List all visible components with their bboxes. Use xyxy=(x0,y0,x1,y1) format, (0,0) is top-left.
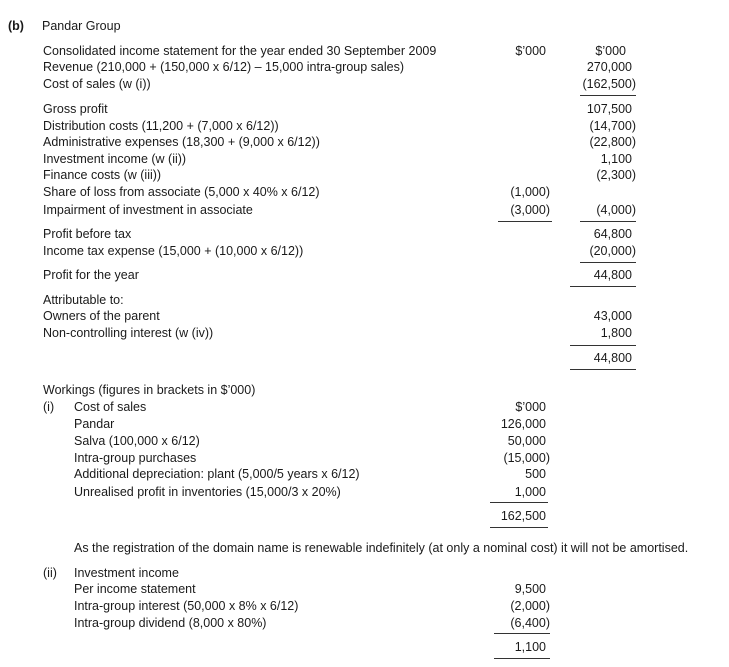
statement-row-label: Revenue (210,000 + (150,000 x 6/12) – 15,000 intra-group sales) xyxy=(43,60,405,74)
working-row-value: (6,400) xyxy=(510,616,550,630)
working-row-label: Intra-group interest (50,000 x 8% x 6/12) xyxy=(74,599,299,613)
group-title: Pandar Group xyxy=(42,19,121,33)
working-title: Investment income xyxy=(74,566,179,580)
working-row-label: Intra-group purchases xyxy=(74,451,197,465)
column-header-1: $’000 xyxy=(515,44,546,58)
domain-name-note: As the registration of the domain name is renewable indefinitely (at only a nominal cost) it will not be amortised. xyxy=(74,541,689,555)
statement-row-value: 44,800 xyxy=(593,268,632,282)
statement-row-label: Distribution costs (11,200 + (7,000 x 6/12)) xyxy=(43,119,279,133)
working-row-value: 1,000 xyxy=(514,485,546,499)
working-title: Cost of sales xyxy=(74,400,147,414)
working-row-value: 126,000 xyxy=(500,417,546,431)
statement-row-value: 44,800 xyxy=(593,351,632,365)
working-total: 1,100 xyxy=(514,640,546,654)
statement-heading: Consolidated income statement for the year ended 30 September 2009 xyxy=(43,44,437,58)
statement-row-label: Share of loss from associate (5,000 x 40% x 6/12) xyxy=(43,185,320,199)
statement-row-subvalue: (3,000) xyxy=(510,203,550,217)
statement-row-value: (22,800) xyxy=(589,135,636,149)
working-row-label: Intra-group dividend (8,000 x 80%) xyxy=(74,616,267,630)
rule-line xyxy=(490,527,548,528)
working-column-header: $’000 xyxy=(515,400,546,414)
rule-line xyxy=(570,345,636,346)
statement-row-label: Profit before tax xyxy=(43,227,132,241)
rule-line xyxy=(490,502,548,503)
working-row-label: Per income statement xyxy=(74,582,196,596)
statement-row-value: (20,000) xyxy=(589,244,636,258)
statement-row-value: (2,300) xyxy=(596,168,636,182)
statement-row-label: Finance costs (w (iii)) xyxy=(43,168,162,182)
statement-row-label: Owners of the parent xyxy=(43,309,160,323)
statement-row-value: (14,700) xyxy=(589,119,636,133)
statement-row-value: 1,100 xyxy=(600,152,632,166)
statement-row-label: Impairment of investment in associate xyxy=(43,203,253,217)
rule-line xyxy=(494,633,550,634)
statement-row-value: 43,000 xyxy=(593,309,632,323)
statement-row-label: Cost of sales (w (i)) xyxy=(43,77,151,91)
rule-line xyxy=(494,658,550,659)
statement-row-value: (4,000) xyxy=(596,203,636,217)
statement-row-label: Attributable to: xyxy=(43,293,124,307)
statement-row-label: Non-controlling interest (w (iv)) xyxy=(43,326,214,340)
rule-line xyxy=(498,221,552,222)
statement-row-value: 64,800 xyxy=(593,227,632,241)
rule-line xyxy=(580,95,636,96)
statement-row-value: (162,500) xyxy=(582,77,636,91)
working-row-label: Additional depreciation: plant (5,000/5 years x 6/12) xyxy=(74,467,360,481)
working-row-value: 500 xyxy=(525,467,546,481)
working-row-value: 9,500 xyxy=(514,582,546,596)
working-row-label: Salva (100,000 x 6/12) xyxy=(74,434,200,448)
working-row-value: (2,000) xyxy=(510,599,550,613)
section-label: (b) xyxy=(8,19,24,33)
rule-line xyxy=(570,286,636,287)
statement-row-label: Income tax expense (15,000 + (10,000 x 6/12)) xyxy=(43,244,304,258)
working-row-label: Unrealised profit in inventories (15,000/3 x 20%) xyxy=(74,485,341,499)
working-row-value: (15,000) xyxy=(503,451,550,465)
statement-row-subvalue: (1,000) xyxy=(510,185,550,199)
working-row-label: Pandar xyxy=(74,417,115,431)
statement-row-value: 270,000 xyxy=(586,60,632,74)
rule-line xyxy=(580,221,636,222)
working-row-value: 50,000 xyxy=(507,434,546,448)
statement-row-label: Gross profit xyxy=(43,102,108,116)
statement-row-label: Administrative expenses (18,300 + (9,000 x 6/12)) xyxy=(43,135,320,149)
rule-line xyxy=(570,369,636,370)
working-number: (i) xyxy=(43,400,55,414)
workings-heading: Workings (figures in brackets in $’000) xyxy=(43,383,256,397)
statement-row-label: Investment income (w (ii)) xyxy=(43,152,187,166)
statement-row-value: 107,500 xyxy=(586,102,632,116)
column-header-2: $’000 xyxy=(595,44,626,58)
working-number: (ii) xyxy=(43,566,57,580)
rule-line xyxy=(580,262,636,263)
statement-row-value: 1,800 xyxy=(600,326,632,340)
statement-row-label: Profit for the year xyxy=(43,268,139,282)
working-total: 162,500 xyxy=(500,509,546,523)
